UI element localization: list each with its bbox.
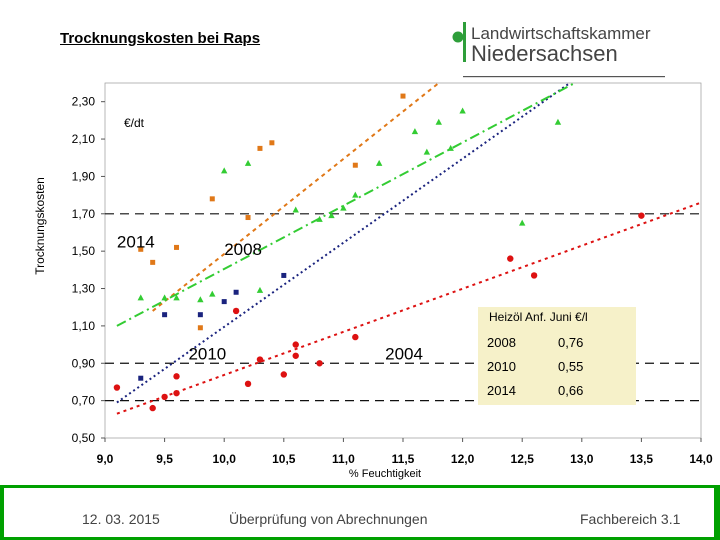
x-tick-label: 14,0 — [689, 452, 713, 466]
footer — [0, 485, 720, 540]
data-point-2010 — [222, 299, 227, 304]
data-point-2010 — [198, 312, 203, 317]
footer-date: 12. 03. 2015 — [82, 511, 160, 527]
data-point-2004 — [149, 405, 155, 411]
data-point-2008 — [257, 146, 262, 151]
data-point-2010 — [234, 290, 239, 295]
series-label-2014: 2014 — [116, 232, 155, 252]
data-point-2004 — [293, 341, 299, 347]
series-label-2008: 2008 — [224, 239, 263, 259]
data-point-2004 — [293, 353, 299, 359]
y-axis-title: Trocknungskosten — [33, 177, 47, 275]
unit-label: €/dt — [124, 116, 145, 130]
series-label-2010: 2010 — [188, 344, 227, 364]
data-point-2008 — [269, 140, 274, 145]
table-price: 0,66 — [558, 383, 584, 398]
x-tick-label: 10,5 — [272, 452, 296, 466]
table-header: Heizöl Anf. Juni €/l — [489, 310, 588, 324]
y-tick-label: 1,10 — [71, 318, 95, 333]
y-tick-label: 1,30 — [71, 281, 95, 296]
data-point-2004 — [245, 381, 251, 387]
logo-line1: Landwirtschaftskammer — [471, 24, 651, 43]
x-tick-label: 9,0 — [96, 452, 114, 466]
data-point-2004 — [257, 356, 263, 362]
data-point-2004 — [173, 390, 179, 396]
data-point-2010 — [162, 312, 167, 317]
x-tick-label: 11,0 — [332, 452, 355, 466]
table-price: 0,76 — [558, 335, 584, 350]
footer-department: Fachbereich 3.1 — [580, 511, 681, 527]
x-tick-label: 9,5 — [156, 452, 173, 466]
x-tick-label: 11,5 — [391, 452, 415, 466]
x-tick-label: 10,0 — [212, 452, 236, 466]
data-point-2008 — [246, 215, 251, 220]
data-point-2004 — [233, 308, 239, 314]
data-point-2008 — [198, 325, 203, 330]
table-year: 2010 — [487, 359, 516, 374]
page-title: Trocknungskosten bei Raps — [60, 30, 261, 47]
y-tick-label: 2,10 — [71, 132, 95, 147]
footer-panel — [4, 488, 714, 537]
footer-center-text: Überprüfung von Abrechnungen — [229, 511, 428, 527]
data-point-2004 — [281, 371, 287, 377]
x-tick-label: 13,5 — [629, 452, 654, 466]
data-point-2008 — [401, 94, 406, 99]
table-year: 2014 — [487, 383, 516, 398]
data-point-2004 — [114, 384, 120, 390]
data-point-2004 — [161, 394, 167, 400]
x-tick-label: 12,5 — [510, 452, 534, 466]
data-point-2010 — [138, 376, 143, 381]
x-tick-label: 12,0 — [450, 452, 475, 466]
y-tick-label: 1,50 — [71, 244, 95, 259]
data-point-2004 — [507, 255, 513, 261]
x-axis-title: % Feuchtigkeit — [348, 468, 422, 480]
y-tick-label: 1,90 — [71, 169, 95, 184]
series-label-2004: 2004 — [385, 344, 423, 364]
data-point-2008 — [150, 260, 155, 265]
y-tick-label: 2,30 — [71, 94, 95, 109]
data-point-2004 — [316, 360, 322, 366]
data-point-2008 — [210, 196, 215, 201]
fuel-price-table — [478, 307, 636, 405]
data-point-2008 — [353, 163, 358, 168]
y-tick-label: 0,90 — [71, 356, 95, 371]
logo-line2: Niedersachsen — [471, 41, 618, 66]
data-point-2008 — [174, 245, 179, 250]
data-point-2004 — [531, 272, 537, 278]
data-point-2010 — [281, 273, 286, 278]
y-tick-label: 0,70 — [71, 393, 95, 408]
x-tick-label: 13,0 — [570, 452, 594, 466]
table-year: 2008 — [487, 335, 516, 350]
table-price: 0,55 — [558, 359, 584, 374]
data-point-2004 — [638, 212, 644, 218]
y-tick-label: 0,50 — [71, 431, 95, 445]
data-point-2004 — [352, 334, 358, 340]
y-tick-label: 1,70 — [71, 206, 95, 221]
data-point-2004 — [173, 373, 179, 379]
